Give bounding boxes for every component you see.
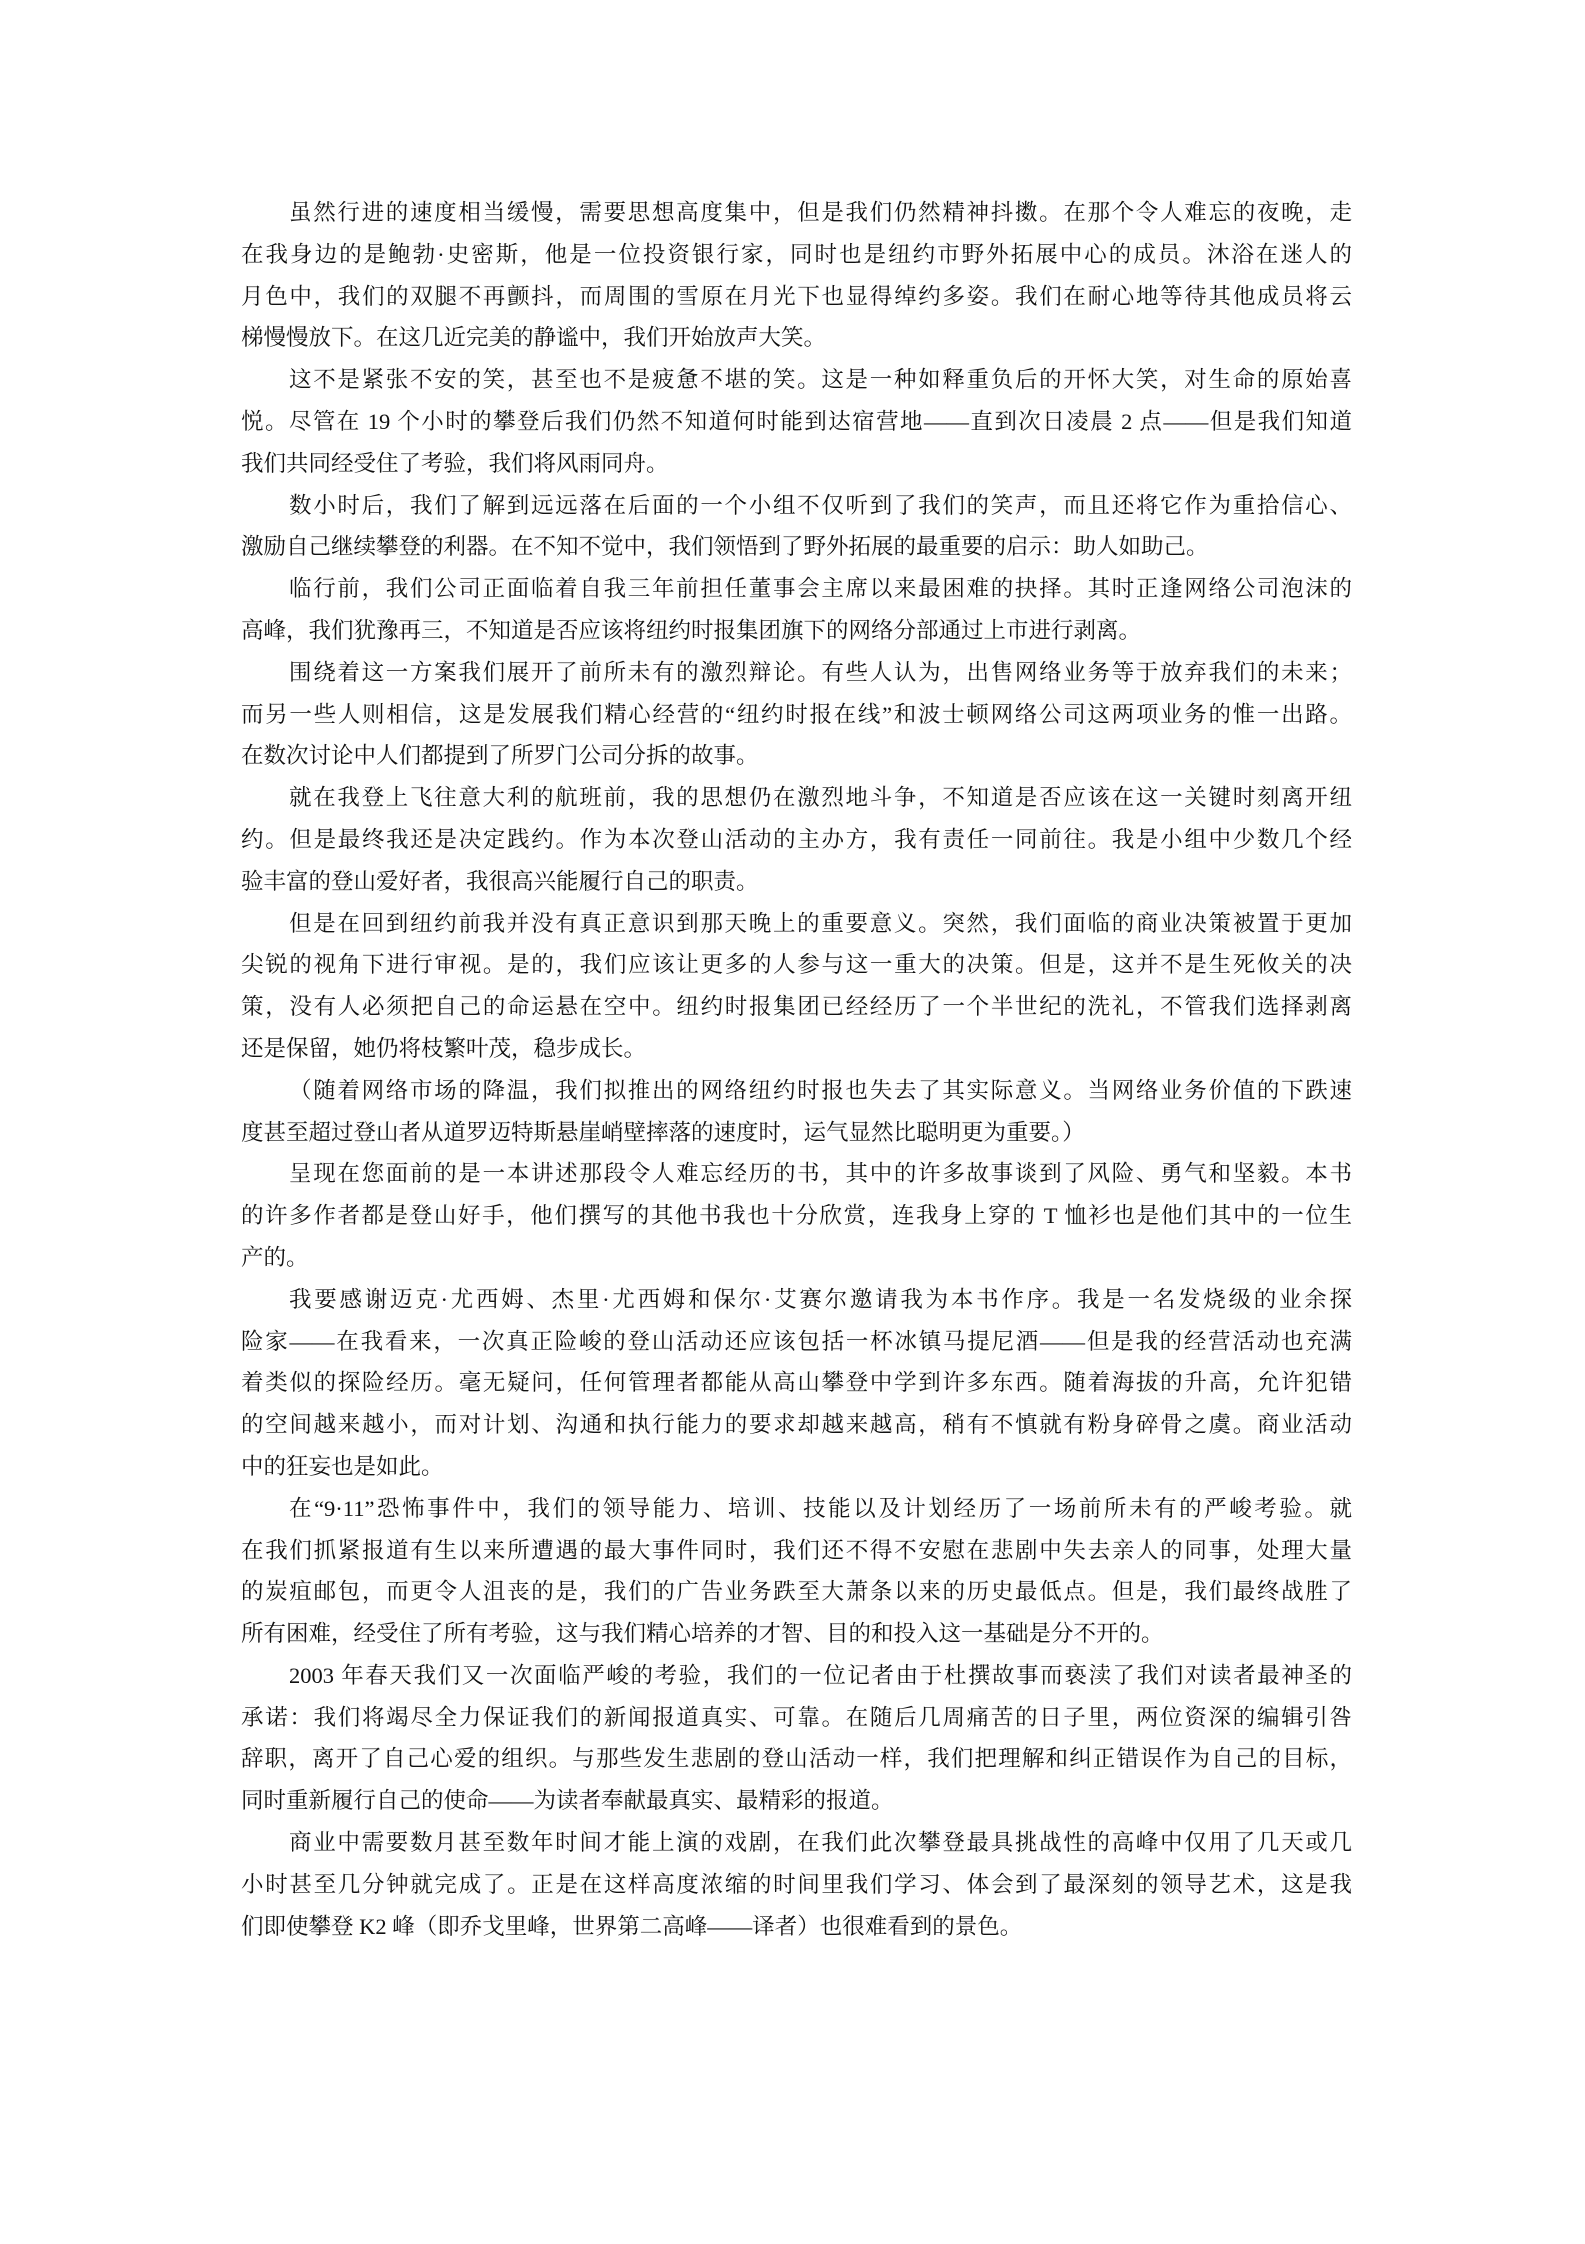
paragraph	[241, 359, 1352, 484]
paragraph	[241, 1279, 1352, 1488]
paragraph	[241, 1488, 1352, 1655]
paragraph-line: 围绕着这一方案我们展开了前所未有的激烈辩论。有些人认为，出售网络业务等于放弃我们的未来；	[289, 659, 1352, 685]
paragraph-line: 激励自己继续攀登的利器。在不知不觉中，我们领悟到了野外拓展的最重要的启示：助人如助己。	[241, 534, 1209, 560]
paragraph-line: 临行前，我们公司正面临着自我三年前担任董事会主席以来最困难的抉择。其时正逢网络公司泡沫的	[289, 576, 1352, 602]
paragraph	[241, 1070, 1352, 1154]
paragraph-line: 数小时后，我们了解到远远落在后面的一个小组不仅听到了我们的笑声，而且还将它作为重拾信心、	[289, 492, 1352, 518]
paragraph-line: 商业中需要数月甚至数年时间才能上演的戏剧，在我们此次攀登最具挑战性的高峰中仅用了几天或几	[289, 1830, 1352, 1856]
paragraph-line: 约。但是最终我还是决定践约。作为本次登山活动的主办方，我有责任一同前往。我是小组中少数几个经	[241, 826, 1352, 852]
paragraph-line: 度甚至超过登山者从道罗迈特斯悬崖峭壁摔落的速度时，运气显然比聪明更为重要。）	[241, 1119, 1085, 1145]
paragraph-line: 虽然行进的速度相当缓慢，需要思想高度集中，但是我们仍然精神抖擞。在那个令人难忘的夜晚，走	[289, 200, 1352, 225]
paragraph-line: 还是保留，她仍将枝繁叶茂，稳步成长。	[241, 1035, 647, 1061]
paragraph-line: 我要感谢迈克·尤西姆、杰里·尤西姆和保尔·艾赛尔邀请我为本书作序。我是一名发烧级的业余探	[289, 1286, 1352, 1312]
paragraph	[241, 777, 1352, 902]
paragraph-line: 呈现在您面前的是一本讲述那段令人难忘经历的书，其中的许多故事谈到了风险、勇气和坚毅。本书	[289, 1161, 1352, 1187]
paragraph-line: 辞职，离开了自己心爱的组织。与那些发生悲剧的登山活动一样，我们把理解和纠正错误作为自己的目标，	[241, 1746, 1352, 1772]
paragraph-line: 在我身边的是鲍勃·史密斯，他是一位投资银行家，同时也是纽约市野外拓展中心的成员。沐浴在迷人的	[241, 241, 1352, 267]
paragraph	[241, 1655, 1352, 1822]
paragraph-line: 产的。	[241, 1244, 309, 1270]
paragraph-line: 在“9·11”恐怖事件中，我们的领导能力、培训、技能以及计划经历了一场前所未有的严峻考验。就	[289, 1495, 1352, 1521]
document-page	[241, 192, 1352, 1947]
paragraph-line: 着类似的探险经历。毫无疑问，任何管理者都能从高山攀登中学到许多东西。随着海拔的升高，允许犯错	[241, 1370, 1352, 1396]
paragraph-line: 的炭疽邮包，而更令人沮丧的是，我们的广告业务跌至大萧条以来的历史最低点。但是，我们最终战胜了	[241, 1579, 1352, 1605]
paragraph-line: 险家——在我看来，一次真正险峻的登山活动还应该包括一杯冰镇马提尼酒——但是我的经营活动也充满	[241, 1328, 1352, 1354]
paragraph	[241, 192, 1352, 359]
paragraph-line: 我们共同经受住了考验，我们将风雨同舟。	[241, 450, 669, 476]
paragraph-line: 梯慢慢放下。在这几近完美的静谧中，我们开始放声大笑。	[241, 325, 827, 351]
paragraph-line: 的空间越来越小，而对计划、沟通和执行能力的要求却越来越高，稍有不慎就有粉身碎骨之虞。商业活动	[241, 1412, 1352, 1438]
paragraph	[241, 903, 1352, 1070]
paragraph-line: 高峰，我们犹豫再三，不知道是否应该将纽约时报集团旗下的网络分部通过上市进行剥离。	[241, 617, 1142, 643]
paragraph-line: 月色中，我们的双腿不再颤抖，而周围的雪原在月光下也显得绰约多姿。我们在耐心地等待其他成员将云	[241, 283, 1352, 309]
paragraph-line: 但是在回到纽约前我并没有真正意识到那天晚上的重要意义。突然，我们面临的商业决策被置于更加	[289, 910, 1352, 936]
paragraph-line: 们即使攀登 K2 峰（即乔戈里峰，世界第二高峰——译者）也很难看到的景色。	[241, 1913, 1023, 1939]
paragraph-line: 策，没有人必须把自己的命运悬在空中。纽约时报集团已经经历了一个半世纪的洗礼，不管我们选择剥离	[241, 994, 1352, 1020]
paragraph	[241, 1822, 1352, 1947]
paragraph-line: 同时重新履行自己的使命——为读者奉献最真实、最精彩的报道。	[241, 1788, 894, 1814]
paragraph-line: 在数次讨论中人们都提到了所罗门公司分拆的故事。	[241, 743, 759, 769]
paragraph	[241, 1153, 1352, 1278]
paragraph-line: 所有困难，经受住了所有考验，这与我们精心培养的才智、目的和投入这一基础是分不开的。	[241, 1621, 1164, 1647]
paragraph-line: 验丰富的登山爱好者，我很高兴能履行自己的职责。	[241, 868, 759, 894]
paragraph-line: 悦。尽管在 19 个小时的攀登后我们仍然不知道何时能到达宿营地——直到次日凌晨 2 点——但是我们知道	[241, 408, 1352, 434]
paragraph-line: 2003 年春天我们又一次面临严峻的考验，我们的一位记者由于杜撰故事而亵渎了我们对读者最神圣的	[289, 1662, 1352, 1688]
paragraph-line: 小时甚至几分钟就完成了。正是在这样高度浓缩的时间里我们学习、体会到了最深刻的领导艺术，这是我	[241, 1871, 1352, 1897]
paragraph-line: 而另一些人则相信，这是发展我们精心经营的“纽约时报在线”和波士顿网络公司这两项业务的惟一出路。	[241, 701, 1352, 727]
paragraph	[241, 568, 1352, 652]
paragraph-line: 这不是紧张不安的笑，甚至也不是疲惫不堪的笑。这是一种如释重负后的开怀大笑，对生命的原始喜	[289, 367, 1352, 393]
paragraph-line: 在我们抓紧报道有生以来所遭遇的最大事件同时，我们还不得不安慰在悲剧中失去亲人的同事，处理大量	[241, 1537, 1352, 1563]
paragraph-line: 的许多作者都是登山好手，他们撰写的其他书我也十分欣赏，连我身上穿的 T 恤衫也是他们其中的一位生	[241, 1203, 1352, 1229]
paragraph-line: （随着网络市场的降温，我们拟推出的网络纽约时报也失去了其实际意义。当网络业务价值的下跌速	[289, 1077, 1352, 1103]
paragraph-line: 尖锐的视角下进行审视。是的，我们应该让更多的人参与这一重大的决策。但是，这并不是生死攸关的决	[241, 952, 1352, 978]
paragraph-line: 中的狂妄也是如此。	[241, 1453, 444, 1479]
paragraph-line: 承诺：我们将竭尽全力保证我们的新闻报道真实、可靠。在随后几周痛苦的日子里，两位资深的编辑引咎	[241, 1704, 1352, 1730]
paragraph-line: 就在我登上飞往意大利的航班前，我的思想仍在激烈地斗争，不知道是否应该在这一关键时刻离开纽	[289, 785, 1352, 811]
paragraph	[241, 485, 1352, 569]
paragraph	[241, 652, 1352, 777]
